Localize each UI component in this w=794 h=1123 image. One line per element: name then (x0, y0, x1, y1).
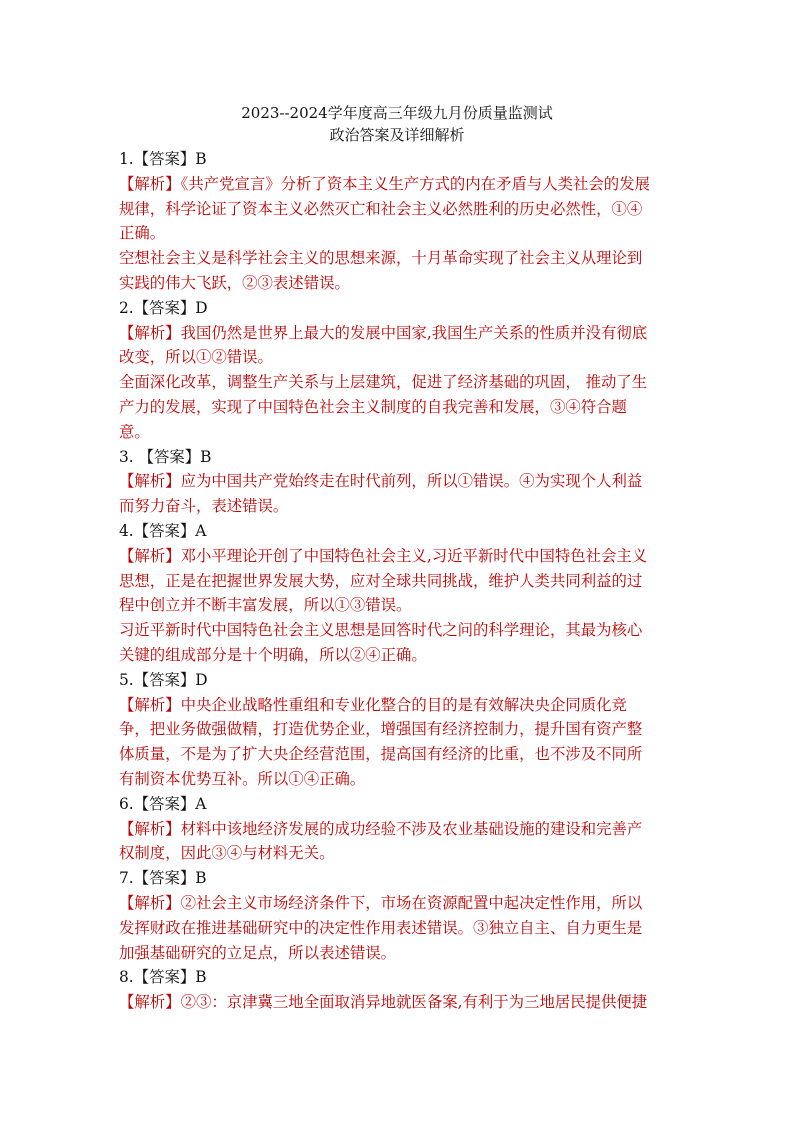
answer-item-8 (119, 965, 679, 1015)
analysis-block (119, 321, 679, 445)
analysis-line: 而努力奋斗，表述错误。 (119, 497, 289, 516)
analysis-line: 规律，科学论证了资本主义必然灭亡和社会主义必然胜利的历史必然性，①④ (119, 199, 643, 218)
analysis-line: 意。 (119, 422, 150, 441)
analysis-line: 思想，正是在把握世界发展大势，应对全球共同挑战，维护人类共同利益的过 (119, 571, 643, 590)
analysis-line: 程中创立并不断丰富发展，所以①③错误。 (119, 596, 412, 615)
analysis-line: 体质量，不是为了扩大央企经营范围，提高国有经济的比重，也不涉及不同所 (119, 745, 643, 764)
answer-item-4 (119, 519, 679, 668)
answer-line: 7.【答案】B (119, 869, 207, 888)
analysis-line: 争，把业务做强做精，打造优势企业，增强国有经济控制力，提升国有资产整 (119, 720, 643, 739)
analysis-line: 权制度，因此③④与材料无关。 (119, 844, 335, 863)
answer-line: 8.【答案】B (119, 968, 207, 987)
answer-line: 4.【答案】A (119, 521, 207, 540)
analysis-line: 【解析】中央企业战略性重组和专业化整合的目的是有效解决央企同质化竞 (119, 695, 627, 714)
answer-item-3 (119, 445, 679, 519)
analysis-line: 发挥财政在推进基础研究中的决定性作用表述错误。③独立自主、自力更生是 (119, 918, 643, 937)
answer-line: 1.【答案】B (119, 150, 207, 168)
document-subtitle: 政治答案及详细解析 (329, 126, 465, 144)
analysis-line: 【解析】②社会主义市场经济条件下，市场在资源配置中起决定性作用，所以 (119, 893, 643, 912)
analysis-line: 关键的组成部分是十个明确，所以②④正确。 (119, 645, 427, 664)
answer-line: 3. 【答案】B (119, 447, 212, 466)
analysis-block (119, 990, 679, 1015)
analysis-line: 加强基础研究的立足点，所以表述错误。 (119, 943, 397, 962)
analysis-line: 空想社会主义是科学社会主义的思想来源，十月革命实现了社会主义从理论到 (119, 249, 643, 268)
analysis-line: 【解析】《共产党宣言》分析了资本主义生产方式的内在矛盾与人类社会的发展 (119, 174, 650, 193)
answer-line: 2.【答案】D (119, 298, 208, 317)
analysis-line: 有制资本优势互补。所以①④正确。 (119, 769, 366, 788)
analysis-block (119, 817, 679, 867)
analysis-line: 正确。 (119, 224, 166, 243)
answer-line: 5.【答案】D (119, 670, 208, 689)
analysis-line: 全面深化改革，调整生产关系与上层建筑，促进了经济基础的巩固， 推动了生 (119, 373, 648, 392)
analysis-block (119, 693, 679, 792)
analysis-block (119, 891, 679, 965)
answer-item-1 (119, 147, 679, 296)
analysis-line: 产力的发展，实现了中国特色社会主义制度的自我完善和发展，③④符合题 (119, 397, 627, 416)
analysis-line: 改变，所以①②错误。 (119, 348, 273, 367)
analysis-block (119, 469, 679, 519)
analysis-block (119, 172, 679, 296)
document-title: 2023--2024学年度高三年级九月份质量监测试 (241, 104, 553, 122)
answer-line: 6.【答案】A (119, 794, 207, 813)
analysis-line: 实践的伟大飞跃，②③表述错误。 (119, 273, 350, 292)
analysis-line: 【解析】②③：京津冀三地全面取消异地就医备案,有利于为三地居民提供便捷 (119, 993, 648, 1012)
answer-item-2 (119, 296, 679, 445)
analysis-line: 习近平新时代中国特色社会主义思想是回答时代之问的科学理论，其最为核心 (119, 621, 643, 640)
analysis-block (119, 544, 679, 668)
analysis-line: 【解析】应为中国共产党始终走在时代前列，所以①错误。④为实现个人利益 (119, 472, 643, 491)
answer-item-6 (119, 792, 679, 866)
answer-item-7 (119, 866, 679, 965)
answer-list (119, 147, 679, 1015)
analysis-line: 【解析】我国仍然是世界上最大的发展中国家,我国生产关系的性质并没有彻底 (119, 323, 648, 342)
answer-item-5 (119, 668, 679, 792)
analysis-line: 【解析】邓小平理论开创了中国特色社会主义,习近平新时代中国特色社会主义 (119, 546, 648, 565)
analysis-line: 【解析】材料中该地经济发展的成功经验不涉及农业基础设施的建设和完善产 (119, 819, 643, 838)
